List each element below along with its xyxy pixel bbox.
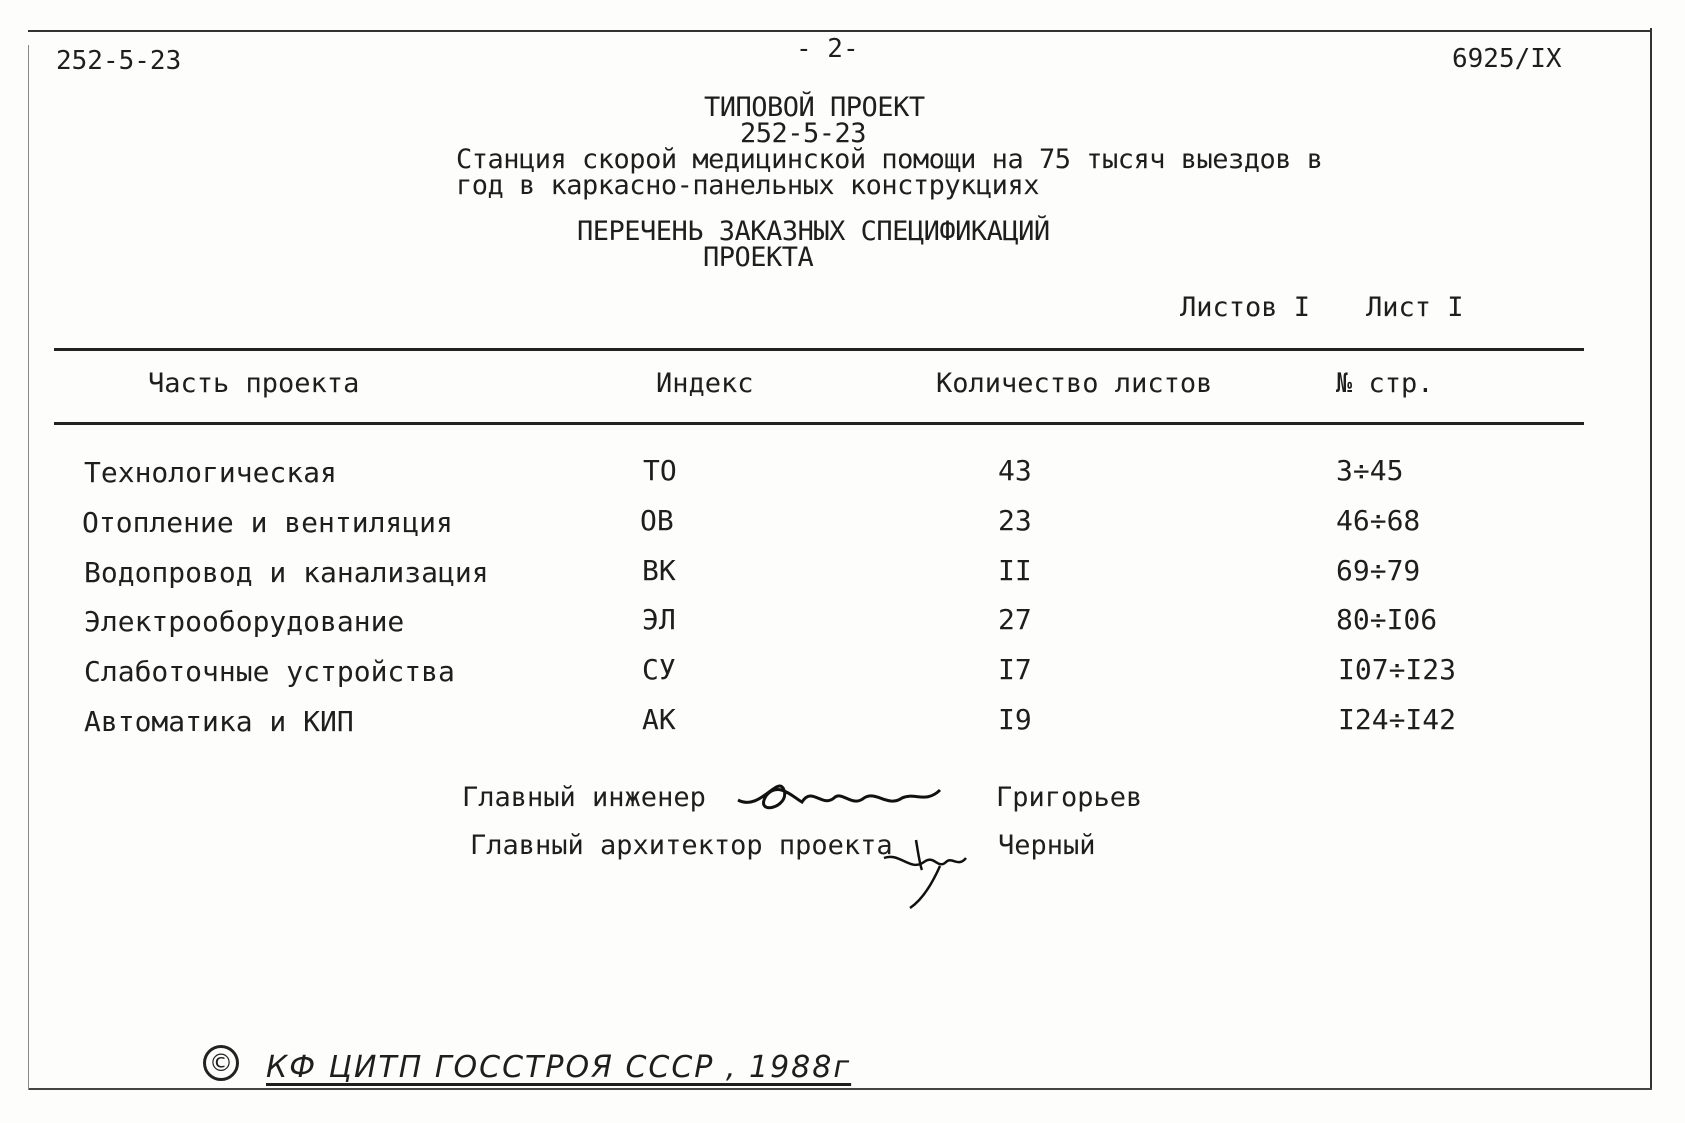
row-part: Слаботочные устройства xyxy=(84,655,455,688)
row-page-range: 69÷79 xyxy=(1336,554,1421,587)
row-sheet-count: II xyxy=(998,554,1032,587)
row-sheet-count: 43 xyxy=(998,454,1032,487)
chief-architect-name: Черный xyxy=(998,830,1096,861)
row-part: Отопление и вентиляция xyxy=(82,506,453,539)
header-left-code: 252-5-23 xyxy=(56,46,182,76)
chief-engineer-name: Григорьев xyxy=(996,782,1143,813)
row-page-range: I07÷I23 xyxy=(1338,653,1457,686)
column-header-index: Индекс xyxy=(656,368,754,399)
row-page-range: I24÷I42 xyxy=(1338,703,1457,736)
row-sheet-count: 27 xyxy=(998,603,1032,636)
row-page-range: 3÷45 xyxy=(1336,454,1404,487)
row-index: ОВ xyxy=(640,504,674,537)
title-list-heading-line1: ПЕРЕЧЕНЬ ЗАКАЗНЫХ СПЕЦИФИКАЦИЙ xyxy=(577,216,1050,247)
row-part: Автоматика и КИП xyxy=(84,705,354,738)
frame-right-border xyxy=(1650,28,1652,1088)
title-project-type: ТИПОВОЙ ПРОЕКТ xyxy=(704,92,925,123)
chief-engineer-title: Главный инженер xyxy=(462,782,706,813)
footer-publisher: КФ ЦИТП ГОССТРОЯ СССР , 1988г xyxy=(266,1050,852,1085)
row-index: ВК xyxy=(642,554,676,587)
chief-engineer-signature xyxy=(730,768,950,828)
row-sheet-count: I9 xyxy=(998,703,1032,736)
table-header-rule xyxy=(54,422,1584,425)
row-part: Электрооборудование xyxy=(84,605,405,638)
column-header-sheet-count: Количество листов xyxy=(936,368,1213,399)
row-part: Водопровод и канализация xyxy=(84,556,489,589)
row-page-range: 80÷I06 xyxy=(1336,603,1438,636)
chief-architect-signature xyxy=(880,822,970,912)
title-description-line1: Станция скорой медицинской помощи на 75 тысяч выездов в xyxy=(456,144,1323,175)
sheet-current: Лист I xyxy=(1366,292,1464,323)
copyright-symbol: © xyxy=(203,1045,239,1081)
page-number: - 2- xyxy=(796,34,859,64)
table-top-rule xyxy=(54,348,1584,351)
row-index: СУ xyxy=(642,653,676,686)
row-page-range: 46÷68 xyxy=(1336,504,1421,537)
title-description-line2: год в каркасно-панельных конструкциях xyxy=(456,170,1039,201)
frame-left-border xyxy=(28,45,29,1090)
row-sheet-count: I7 xyxy=(998,653,1032,686)
column-header-part: Часть проекта xyxy=(148,368,360,399)
row-index: ЭЛ xyxy=(642,603,676,636)
frame-top-border xyxy=(28,30,1650,32)
header-right-code: 6925/IX xyxy=(1452,44,1562,74)
row-sheet-count: 23 xyxy=(998,504,1032,537)
title-project-code: 252-5-23 xyxy=(740,118,867,149)
frame-bottom-border xyxy=(28,1088,1652,1090)
row-index: АК xyxy=(642,703,676,736)
row-index: ТО xyxy=(643,454,677,487)
chief-architect-title: Главный архитектор проекта xyxy=(470,830,893,861)
sheets-total: Листов I xyxy=(1180,292,1311,323)
column-header-page-range: № стр. xyxy=(1336,368,1434,399)
row-part: Технологическая xyxy=(84,456,337,489)
title-list-heading-line2: ПРОЕКТА xyxy=(703,242,814,273)
